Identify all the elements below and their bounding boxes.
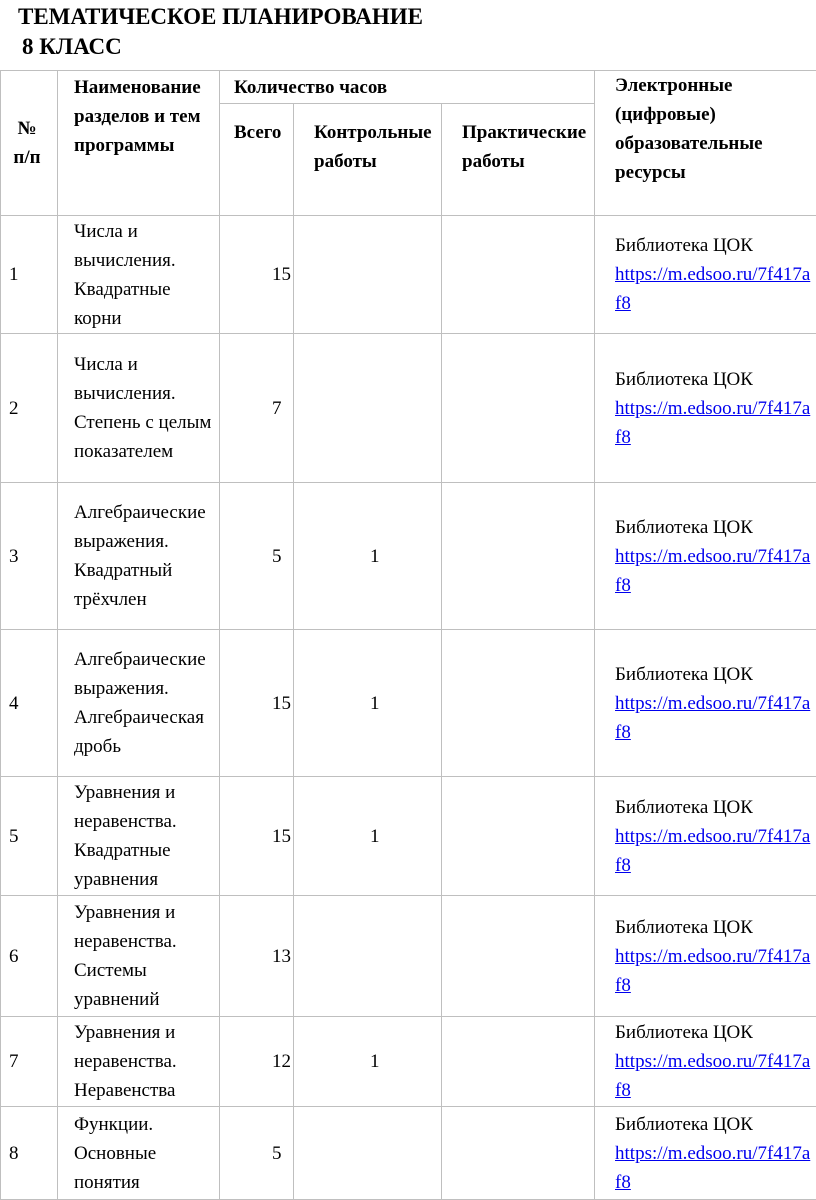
- table-body: [1, 216, 816, 1200]
- row-practical: [442, 216, 595, 334]
- resource-link[interactable]: https://m.edsoo.ru/7f417af8: [615, 1143, 810, 1193]
- row-resource: [595, 1017, 816, 1107]
- row-total: 15: [220, 216, 294, 334]
- row-control: [294, 896, 442, 1017]
- row-name: Алгебраические выражения. Алгебраическая дробь: [58, 630, 220, 777]
- row-control: 1: [294, 1017, 442, 1107]
- resource-link[interactable]: https://m.edsoo.ru/7f417af8: [615, 398, 810, 448]
- library-label: Библиотека ЦОК: [615, 793, 816, 822]
- row-total: 15: [220, 630, 294, 777]
- header-control: Контрольные работы: [294, 104, 442, 216]
- row-resource: [595, 630, 816, 777]
- resource-link[interactable]: https://m.edsoo.ru/7f417af8: [615, 546, 810, 596]
- row-control: 1: [294, 483, 442, 630]
- row-resource: [595, 334, 816, 483]
- header-total: Всего: [220, 104, 294, 216]
- row-total: 7: [220, 334, 294, 483]
- library-label: Библиотека ЦОК: [615, 660, 816, 689]
- table-row: [1, 777, 816, 896]
- row-num: 6: [1, 896, 58, 1017]
- header-num: № п/п: [1, 71, 58, 216]
- header-practical: Практические работы: [442, 104, 595, 216]
- row-control: [294, 1107, 442, 1200]
- row-num: 5: [1, 777, 58, 896]
- resource-link[interactable]: https://m.edsoo.ru/7f417af8: [615, 946, 810, 996]
- title-line-2: 8 КЛАСС: [18, 32, 423, 62]
- page-title: [18, 2, 423, 62]
- header-name: Наименование разделов и тем программы: [58, 71, 220, 216]
- library-label: Библиотека ЦОК: [615, 1110, 816, 1139]
- row-practical: [442, 1107, 595, 1200]
- library-label: Библиотека ЦОК: [615, 513, 816, 542]
- header-resources: Электронные (цифровые) образовательные ресурсы: [595, 71, 816, 216]
- table-row: [1, 1017, 816, 1107]
- library-label: Библиотека ЦОК: [615, 231, 816, 260]
- row-control: [294, 216, 442, 334]
- row-num: 3: [1, 483, 58, 630]
- row-practical: [442, 777, 595, 896]
- row-name: Уравнения и неравенства. Системы уравнений: [58, 896, 220, 1017]
- library-label: Библиотека ЦОК: [615, 913, 816, 942]
- row-practical: [442, 1017, 595, 1107]
- resource-link[interactable]: https://m.edsoo.ru/7f417af8: [615, 693, 810, 743]
- table-row: [1, 483, 816, 630]
- row-control: 1: [294, 630, 442, 777]
- resource-link[interactable]: https://m.edsoo.ru/7f417af8: [615, 1051, 810, 1101]
- row-resource: [595, 1107, 816, 1200]
- library-label: Библиотека ЦОК: [615, 365, 816, 394]
- row-resource: [595, 483, 816, 630]
- title-line-1: ТЕМАТИЧЕСКОЕ ПЛАНИРОВАНИЕ: [18, 4, 423, 29]
- row-name: Уравнения и неравенства. Неравенства: [58, 1017, 220, 1107]
- row-name: Числа и вычисления. Степень с целым показателем: [58, 334, 220, 483]
- table-row: [1, 334, 816, 483]
- table-header: [1, 71, 816, 216]
- row-num: 4: [1, 630, 58, 777]
- row-total: 5: [220, 483, 294, 630]
- row-name: Функции. Основные понятия: [58, 1107, 220, 1200]
- header-hours: Количество часов: [220, 71, 595, 104]
- table-row: [1, 896, 816, 1017]
- resource-link[interactable]: https://m.edsoo.ru/7f417af8: [615, 264, 810, 314]
- row-num: 1: [1, 216, 58, 334]
- row-resource: [595, 777, 816, 896]
- row-practical: [442, 334, 595, 483]
- row-control: 1: [294, 777, 442, 896]
- library-label: Библиотека ЦОК: [615, 1018, 816, 1047]
- row-resource: [595, 216, 816, 334]
- row-total: 15: [220, 777, 294, 896]
- row-practical: [442, 896, 595, 1017]
- row-total: 5: [220, 1107, 294, 1200]
- row-total: 12: [220, 1017, 294, 1107]
- row-name: Числа и вычисления. Квадратные корни: [58, 216, 220, 334]
- row-num: 8: [1, 1107, 58, 1200]
- row-practical: [442, 483, 595, 630]
- row-num: 7: [1, 1017, 58, 1107]
- row-num: 2: [1, 334, 58, 483]
- table-row: [1, 216, 816, 334]
- row-control: [294, 334, 442, 483]
- row-name: Алгебраические выражения. Квадратный трёхчлен: [58, 483, 220, 630]
- resource-link[interactable]: https://m.edsoo.ru/7f417af8: [615, 826, 810, 876]
- table-row: [1, 1107, 816, 1200]
- row-resource: [595, 896, 816, 1017]
- row-total: 13: [220, 896, 294, 1017]
- table-row: [1, 630, 816, 777]
- row-practical: [442, 630, 595, 777]
- row-name: Уравнения и неравенства. Квадратные уравнения: [58, 777, 220, 896]
- planning-table: [0, 70, 816, 1200]
